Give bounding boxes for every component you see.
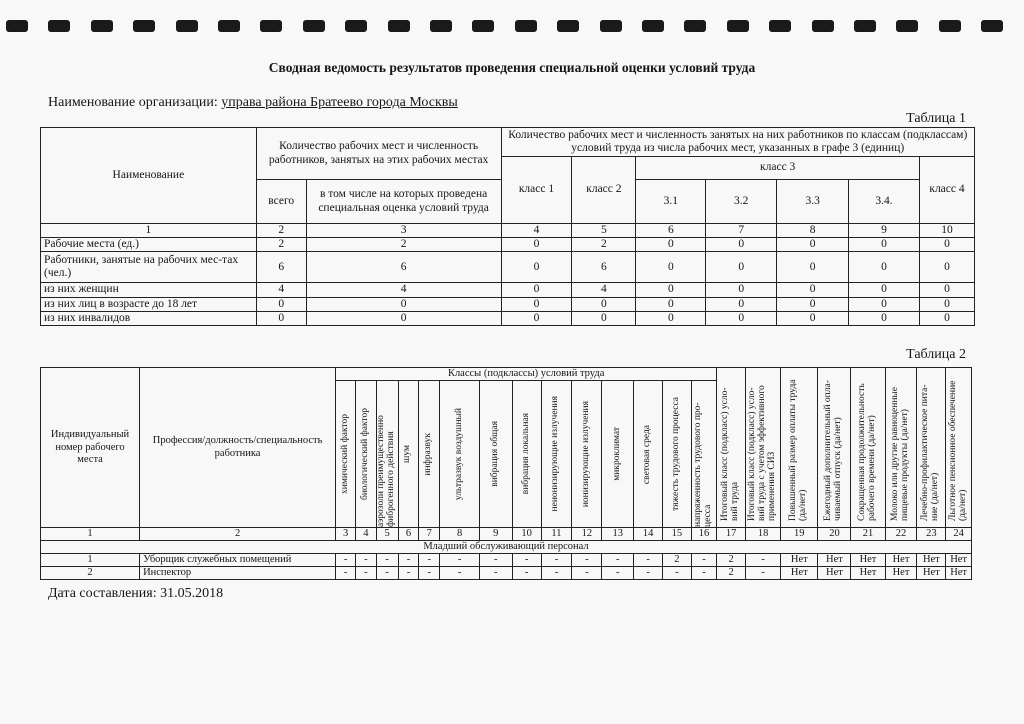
t2-colnum: 10	[512, 528, 541, 541]
summary-table	[40, 127, 975, 326]
t2-vheader: напряженность трудового про-цесса	[693, 402, 713, 528]
t1-header-34: 3.4.	[849, 180, 920, 224]
t2-cell: -	[398, 567, 418, 580]
t2-row-profession: Уборщик служебных помещений	[140, 554, 336, 567]
t2-colnum: 2	[140, 528, 336, 541]
t2-row-profession: Инспектор	[140, 567, 336, 580]
t1-cell: 0	[849, 238, 920, 252]
t1-row-name: из них женщин	[41, 283, 257, 297]
t2-colnum: 20	[818, 528, 851, 541]
punch-hole	[981, 20, 1003, 32]
t2-vheader: Сокращенная продолжительность рабочего времени (да/нет)	[857, 382, 877, 521]
t1-cell: 0	[706, 283, 777, 297]
t2-colnum: 5	[376, 528, 398, 541]
t1-row	[41, 283, 975, 297]
t1-cell: 0	[501, 238, 572, 252]
t1-colnum: 2	[256, 224, 306, 238]
t2-cell: 2	[662, 554, 691, 567]
t1-cell: 0	[572, 311, 636, 325]
punch-hole	[854, 20, 876, 32]
punch-hole	[727, 20, 749, 32]
punch-hole	[684, 20, 706, 32]
punch-hole	[345, 20, 367, 32]
t1-cell: 0	[849, 297, 920, 311]
t1-header-33: 3.3	[777, 180, 849, 224]
t1-cell: 0	[919, 311, 974, 325]
t2-cell: -	[356, 567, 376, 580]
t1-cell: 0	[636, 238, 706, 252]
t1-row-name: из них инвалидов	[41, 311, 257, 325]
t2-colnum: 13	[602, 528, 634, 541]
t2-cell: Нет	[917, 554, 946, 567]
t1-cell: 0	[706, 311, 777, 325]
t1-cell: 0	[919, 252, 974, 283]
t1-cell: 0	[919, 283, 974, 297]
t1-cell: 0	[256, 311, 306, 325]
punch-hole	[6, 20, 28, 32]
t2-vheader: Льготное пенсионное обеспечение (да/нет)	[947, 380, 968, 521]
t2-cell: -	[746, 567, 781, 580]
t2-vheader: Итоговый класс (подкласс) усло-вий труда	[720, 387, 741, 521]
t1-cell: 0	[306, 297, 501, 311]
t1-cell: 0	[849, 283, 920, 297]
t2-cell: -	[602, 554, 634, 567]
t2-colnum: 11	[541, 528, 572, 541]
t1-cell: 6	[572, 252, 636, 283]
binder-holes	[0, 20, 1024, 36]
t2-vheader: Итоговый класс (подкласс) усло-вий труда с учетом эффективного применения СИЗ	[747, 384, 778, 521]
punch-hole	[133, 20, 155, 32]
t1-cell: 0	[777, 252, 849, 283]
t1-colnum: 6	[636, 224, 706, 238]
t2-cell: Нет	[885, 567, 917, 580]
punch-hole	[260, 20, 282, 32]
t1-cell: 2	[306, 238, 501, 252]
t2-colnum: 16	[691, 528, 717, 541]
t2-vheader: ионизирующие излучения	[580, 400, 591, 508]
t2-cell: Нет	[851, 567, 885, 580]
t1-header-class2: класс 2	[572, 157, 636, 224]
t1-colnum: 1	[41, 224, 257, 238]
t1-colnum: 8	[777, 224, 849, 238]
t1-colnum: 5	[572, 224, 636, 238]
t2-vheader: инфразвук	[423, 432, 434, 476]
t2-cell: Нет	[818, 554, 851, 567]
t2-cell: Нет	[946, 554, 972, 567]
t1-cell: 0	[636, 283, 706, 297]
t2-colnum: 14	[634, 528, 663, 541]
t1-cell: 2	[256, 238, 306, 252]
t1-cell: 0	[501, 283, 572, 297]
punch-hole	[939, 20, 961, 32]
t1-cell: 0	[919, 297, 974, 311]
t2-vheader: микроклимат	[611, 427, 622, 481]
t2-colnum: 24	[946, 528, 972, 541]
t2-cell: Нет	[885, 554, 917, 567]
punch-hole	[812, 20, 834, 32]
t1-cell: 0	[501, 252, 572, 283]
date-value: 31.05.2018	[160, 586, 224, 601]
t1-header-classes: Количество рабочих мест и численность занятых на них работников по классам (подклассам) условий труда из числа рабочих мест, указанных в графе 3 (единиц)	[501, 128, 975, 157]
t2-vheader: биологический фактор	[359, 408, 370, 501]
t2-cell: Нет	[917, 567, 946, 580]
t2-row	[41, 567, 972, 580]
t2-colnum: 6	[398, 528, 418, 541]
t1-cell: 4	[256, 283, 306, 297]
t1-cell: 4	[572, 283, 636, 297]
punch-hole	[896, 20, 918, 32]
t2-cell: -	[398, 554, 418, 567]
punch-hole	[430, 20, 452, 32]
punch-hole	[600, 20, 622, 32]
t2-cell: -	[356, 554, 376, 567]
t2-cell: -	[572, 567, 602, 580]
t1-cell: 0	[501, 311, 572, 325]
organization-value: управа района Братеево города Москвы	[221, 95, 458, 110]
t1-cell: 0	[777, 283, 849, 297]
punch-hole	[48, 20, 70, 32]
t2-cell: 2	[717, 554, 746, 567]
punch-hole	[472, 20, 494, 32]
t1-cell: 0	[306, 311, 501, 325]
t2-colnum: 21	[851, 528, 885, 541]
punch-hole	[91, 20, 113, 32]
t1-cell: 0	[706, 252, 777, 283]
t1-cell: 0	[636, 252, 706, 283]
t1-cell: 0	[572, 297, 636, 311]
t1-cell: 0	[636, 297, 706, 311]
t1-cell: 0	[777, 297, 849, 311]
table1-label: Таблица 1	[906, 111, 966, 126]
t2-cell: -	[541, 567, 572, 580]
t2-vheader: химический фактор	[339, 414, 350, 495]
t2-cell: -	[376, 567, 398, 580]
t2-vheader: Лечебно-профилактическое пита-ние (да/нет)	[920, 383, 941, 521]
t1-cell: 0	[777, 238, 849, 252]
t1-colnum: 10	[919, 224, 974, 238]
t1-cell: 0	[706, 297, 777, 311]
t2-colnum: 22	[885, 528, 917, 541]
t2-vheader: тяжесть трудового процесса	[670, 397, 681, 511]
t2-colnum: 19	[781, 528, 818, 541]
t1-colnum: 3	[306, 224, 501, 238]
t1-row	[41, 311, 975, 325]
t2-cell: -	[479, 554, 512, 567]
t1-cell: 0	[777, 311, 849, 325]
t2-cell: -	[662, 567, 691, 580]
t2-cell: -	[602, 567, 634, 580]
t1-cell: 0	[501, 297, 572, 311]
t2-cell: 2	[717, 567, 746, 580]
t2-cell: Нет	[781, 554, 818, 567]
t1-header-32: 3.2	[706, 180, 777, 224]
t2-colnum: 17	[717, 528, 746, 541]
t1-header-class4: класс 4	[919, 157, 974, 224]
t2-column-numbers	[41, 528, 972, 541]
punch-hole	[642, 20, 664, 32]
punch-hole	[769, 20, 791, 32]
t1-header-31: 3.1	[636, 180, 706, 224]
t2-vheader: шум	[402, 445, 413, 464]
t2-colnum: 3	[336, 528, 356, 541]
t2-vheader: аэрозоли преимущественно фиброгенного действия	[376, 415, 397, 528]
t2-group-row	[41, 541, 972, 554]
t2-colnum: 8	[440, 528, 479, 541]
t2-cell: Нет	[781, 567, 818, 580]
t2-colnum: 12	[572, 528, 602, 541]
t1-header-count: Количество рабочих мест и численность работников, занятых на этих рабочих местах	[256, 128, 501, 180]
organization-line	[48, 95, 458, 111]
t2-vheader: Ежегодный дополнительный опла-чиваемый отпуск (да/нет)	[823, 379, 844, 521]
t2-cell: -	[336, 554, 356, 567]
t1-cell: 0	[849, 252, 920, 283]
t2-cell: -	[512, 554, 541, 567]
t2-cell: -	[419, 567, 440, 580]
t1-header-total: всего	[256, 180, 306, 224]
t2-cell: -	[634, 554, 663, 567]
t1-cell: 6	[256, 252, 306, 283]
document-title: Сводная ведомость результатов проведения специальной оценки условий труда	[268, 60, 756, 75]
t1-row	[41, 252, 975, 283]
t1-header-class1: класс 1	[501, 157, 572, 224]
t2-cell: -	[634, 567, 663, 580]
t2-vheader: ультразвук воздушный	[453, 407, 464, 501]
t2-cell: -	[336, 567, 356, 580]
t1-header-name: Наименование	[41, 128, 257, 224]
t2-vheader: вибрация общая	[489, 421, 500, 487]
t2-colnum: 7	[419, 528, 440, 541]
t1-colnum: 9	[849, 224, 920, 238]
t2-vheader: Повышенный размер оплаты труда (да/нет)	[788, 379, 809, 521]
t2-header-id: Индивидуальный номер рабочего места	[41, 368, 140, 528]
punch-hole	[515, 20, 537, 32]
punch-hole	[557, 20, 579, 32]
t1-colnum: 4	[501, 224, 572, 238]
punch-hole	[176, 20, 198, 32]
t1-row	[41, 297, 975, 311]
t2-cell: -	[440, 567, 479, 580]
t2-cell: Нет	[818, 567, 851, 580]
t2-colnum: 23	[917, 528, 946, 541]
t2-cell: -	[376, 554, 398, 567]
t1-row-name: Рабочие места (ед.)	[41, 238, 257, 252]
t1-cell: 4	[306, 283, 501, 297]
t2-cell: -	[512, 567, 541, 580]
t2-colnum: 1	[41, 528, 140, 541]
t1-cell: 0	[636, 311, 706, 325]
t2-vheader: неионизирующие излучения	[550, 396, 561, 512]
t2-vheader: световая среда	[642, 424, 653, 484]
t2-row-id: 2	[41, 567, 140, 580]
t2-cell: -	[691, 554, 717, 567]
t2-vheader: вибрация локальная	[520, 413, 531, 495]
t2-cell: Нет	[946, 567, 972, 580]
t2-colnum: 18	[746, 528, 781, 541]
organization-label: Наименование организации:	[48, 95, 218, 110]
t1-cell: 0	[706, 238, 777, 252]
t2-colnum: 9	[479, 528, 512, 541]
t2-header-profession: Профессия/должность/специальность работника	[140, 368, 336, 528]
t2-row	[41, 554, 972, 567]
t2-cell: -	[419, 554, 440, 567]
t2-cell: Нет	[851, 554, 885, 567]
t1-cell: 0	[256, 297, 306, 311]
t2-group-label: Младший обслуживающий персонал	[41, 541, 972, 554]
t2-vheader: Молоко или другие равноценные пищевые продукты (да/нет)	[890, 386, 910, 521]
t2-cell: -	[479, 567, 512, 580]
t1-column-numbers	[41, 224, 975, 238]
date-line	[48, 586, 223, 602]
t2-colnum: 15	[662, 528, 691, 541]
punch-hole	[218, 20, 240, 32]
t2-header-classes: Классы (подклассы) условий труда	[336, 368, 717, 381]
workplaces-table	[40, 367, 972, 580]
t2-cell: -	[691, 567, 717, 580]
t1-colnum: 7	[706, 224, 777, 238]
date-label: Дата составления:	[48, 586, 157, 601]
t1-row	[41, 238, 975, 252]
t2-cell: -	[541, 554, 572, 567]
t1-header-class3: класс 3	[636, 157, 920, 180]
punch-hole	[303, 20, 325, 32]
punch-hole	[388, 20, 410, 32]
t1-cell: 0	[919, 238, 974, 252]
t2-cell: -	[572, 554, 602, 567]
t1-cell: 0	[849, 311, 920, 325]
t1-cell: 2	[572, 238, 636, 252]
table2-label: Таблица 2	[906, 347, 966, 362]
t2-cell: -	[440, 554, 479, 567]
t1-header-assessed: в том числе на которых проведена специальная оценка условий труда	[306, 180, 501, 224]
t1-row-name: Работники, занятые на рабочих мес-тах (чел.)	[41, 252, 257, 283]
t2-row-id: 1	[41, 554, 140, 567]
t2-colnum: 4	[356, 528, 376, 541]
t2-cell: -	[746, 554, 781, 567]
t1-cell: 6	[306, 252, 501, 283]
t1-row-name: из них лиц в возрасте до 18 лет	[41, 297, 257, 311]
